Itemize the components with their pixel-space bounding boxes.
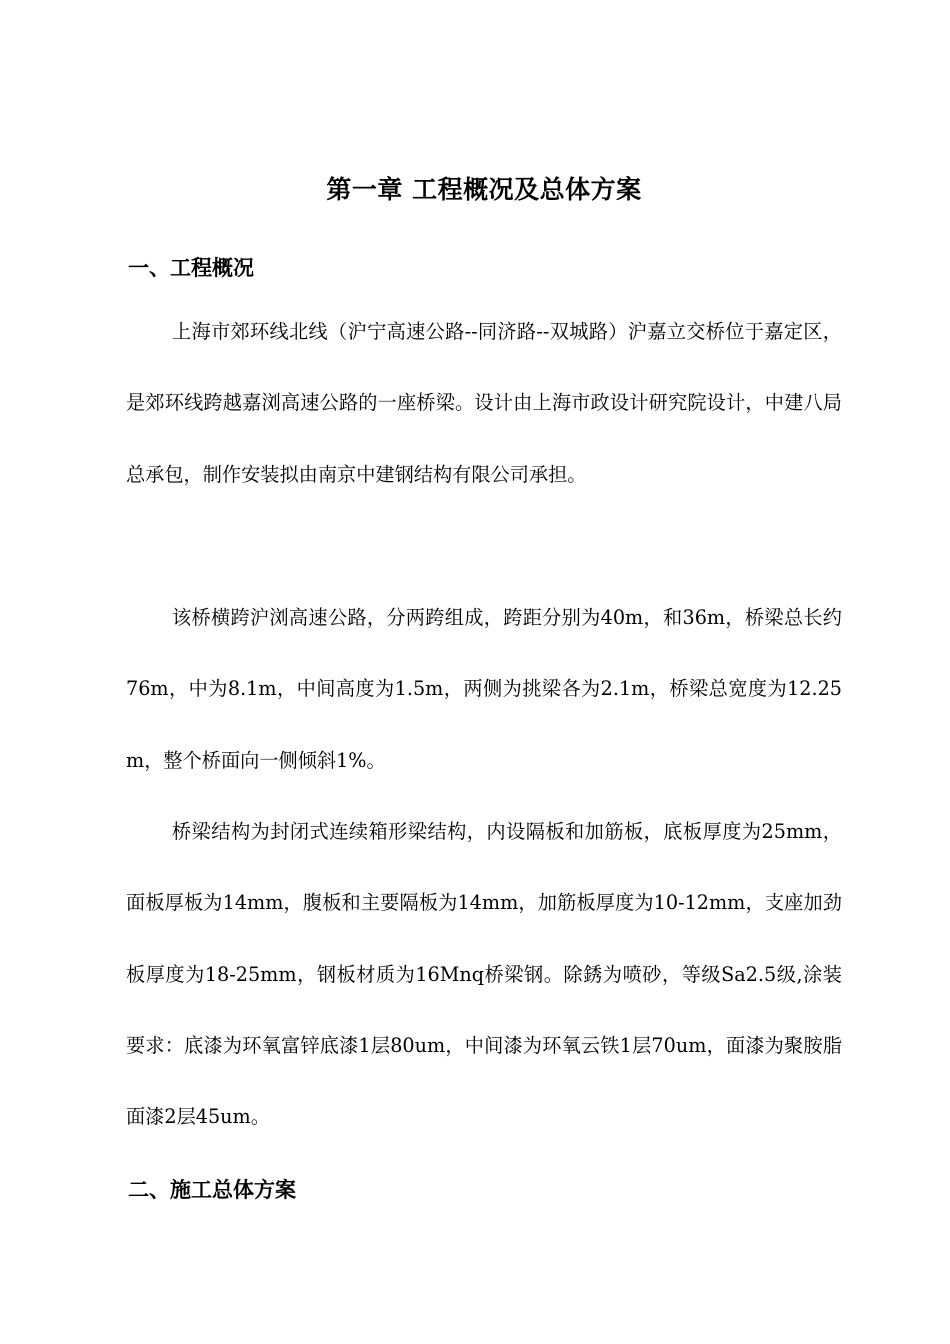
- section-heading-construction-plan: 二、施工总体方案: [128, 1178, 296, 1202]
- section-heading-overview: 一、工程概况: [128, 256, 254, 280]
- paragraph-bridge-dimensions: 该桥横跨沪浏高速公路，分两跨组成，跨距分别为40m，和36m，桥梁总长约76m，中为8.1m，中间高度为1.5m，两侧为挑梁各为2.1m，桥梁总宽度为12.25m，整个桥面向一侧倾斜1%。: [126, 606, 842, 772]
- paragraph-project-intro: 上海市郊环线北线（沪宁高速公路--同济路--双城路）沪嘉立交桥位于嘉定区，是郊环线跨越嘉浏高速公路的一座桥梁。设计由上海市政设计研究院设计，中建八局总承包，制作安装拟由南京中建钢结构有限公司承担。: [126, 320, 842, 486]
- chapter-title: 第一章 工程概况及总体方案: [326, 175, 642, 204]
- paragraph-structure-coating: 桥梁结构为封闭式连续箱形梁结构，内设隔板和加筋板，底板厚度为25mm，面板厚板为14mm，腹板和主要隔板为14mm，加筋板厚度为10-12mm，支座加劲板厚度为18-25mm，钢板材质为16Mnq桥梁钢。除銹为喷砂，等级Sa2.5级,涂装要求：底漆为环氧富锌底漆1层80um，中间漆为环氧云铁1层70um，面漆为聚胺脂面漆2层45um。: [126, 820, 842, 1129]
